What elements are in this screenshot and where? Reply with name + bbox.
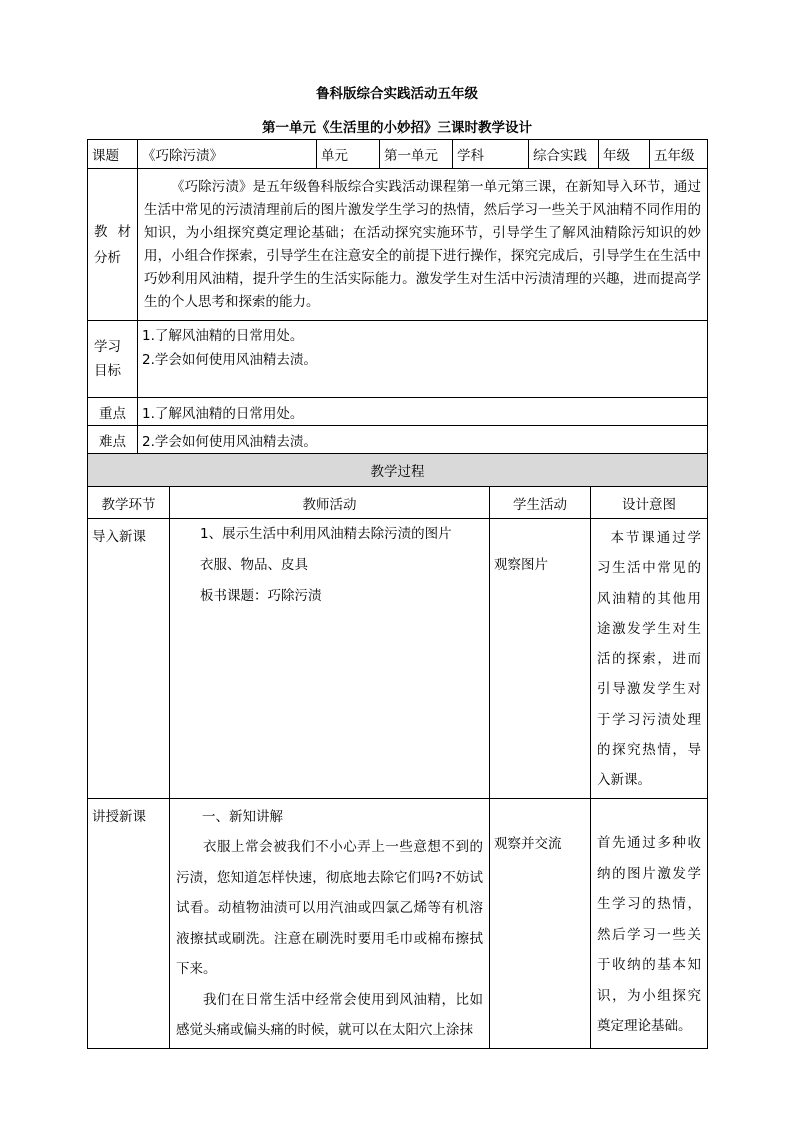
document-subtitle: 第一单元《生活里的小妙招》三课时教学设计: [262, 120, 532, 136]
intent-text: 本节课通过学习生活中常见的风油精的其他用途激发学生对生活的探索，进而引导激发学生对于学习污渍处理的探究热情，导入新课。: [597, 530, 701, 789]
teacher-heading: 一、新知讲解: [202, 809, 283, 825]
table-row: [88, 799, 708, 1049]
design-intent-lecture: [591, 799, 708, 1049]
unit-label: 单元: [317, 140, 380, 169]
goal-item: 1.了解风油精的日常用处。: [142, 328, 304, 344]
subject-value: 综合实践: [529, 140, 599, 169]
teacher-line: 1、展示生活中利用风油精去除污渍的图片: [200, 526, 452, 542]
student-activity-lecture: 观察并交流: [490, 799, 591, 1049]
topic-label: 课题: [88, 140, 138, 169]
header-student: 学生活动: [490, 487, 591, 519]
intent-text: 首先通过多种收纳的图片激发学生学习的热情，然后学习一些关于收纳的基本知识，为小组探究奠定理论基础。: [597, 835, 701, 1034]
grade-label: 年级: [599, 140, 650, 169]
teacher-paragraph: 我们在日常生活中经常会使用到风油精，比如感觉头痛或偏头痛的时候，就可以在太阳穴上涂抹: [176, 991, 483, 1039]
table-row: [88, 519, 708, 799]
analysis-label-text: 教 材 分析: [94, 223, 131, 266]
difficulty-label: 难点: [88, 426, 138, 454]
analysis-label: [88, 169, 138, 321]
key-value: 1.了解风油精的日常用处。: [138, 398, 708, 426]
analysis-cell: [138, 169, 708, 321]
teacher-paragraph: 衣服上常会被我们不小心弄上一些意想不到的污渍，您知道怎样快速，彻底地去除它们吗?不妨试试看。动植物油渍可以用汽油或四氯乙烯等有机溶液擦拭或刷洗。注意在刷洗时要用毛巾或棉布擦拭下来。: [176, 839, 483, 978]
teacher-activity-intro: [170, 519, 490, 799]
process-band-title: 教学过程: [88, 454, 708, 487]
goals-cell: [138, 321, 708, 398]
lesson-info-table: [87, 139, 708, 454]
design-intent-intro: [591, 519, 708, 799]
subject-label: 学科: [453, 140, 529, 169]
grade-value: 五年级: [650, 140, 708, 169]
goal-item: 2.学会如何使用风油精去渍。: [142, 352, 317, 368]
student-activity-intro: 观察图片: [490, 519, 591, 799]
header-stage: 教学环节: [88, 487, 170, 519]
stage-intro: 导入新课: [88, 519, 170, 799]
teaching-process-table: [87, 453, 708, 1049]
topic-value: 《巧除污渍》: [138, 140, 317, 169]
header-intent: 设计意图: [591, 487, 708, 519]
stage-lecture: 讲授新课: [88, 799, 170, 1049]
goals-label: 学习目标: [88, 321, 138, 398]
teacher-line: 板书课题：巧除污渍: [200, 588, 322, 604]
document-title: 鲁科版综合实践活动五年级: [316, 86, 478, 102]
header-teacher: 教师活动: [170, 487, 490, 519]
teacher-line: 衣服、物品、皮具: [200, 557, 308, 573]
unit-value: 第一单元: [380, 140, 453, 169]
teacher-activity-lecture: [170, 799, 490, 1049]
key-label: 重点: [88, 398, 138, 426]
analysis-text: 《巧除污渍》是五年级鲁科版综合实践活动课程第一单元第三课，在新知导入环节，通过生活中常见的污渍清理前后的图片激发学生学习的热情，然后学习一些关于风油精不同作用的知识，为小组探究奠定理论基础；在活动探究实施环节，引导学生了解风油精除污知识的妙用，小组合作探索，引导学生在注意安全的前提下进行操作，探究完成后，引导学生在生活中巧妙利用风油精，提升学生的生活实际能力。激发学生对生活中污渍清理的兴趣，进而提高学生的个人思考和探索的能力。: [144, 178, 701, 310]
difficulty-value: 2.学会如何使用风油精去渍。: [138, 426, 708, 454]
